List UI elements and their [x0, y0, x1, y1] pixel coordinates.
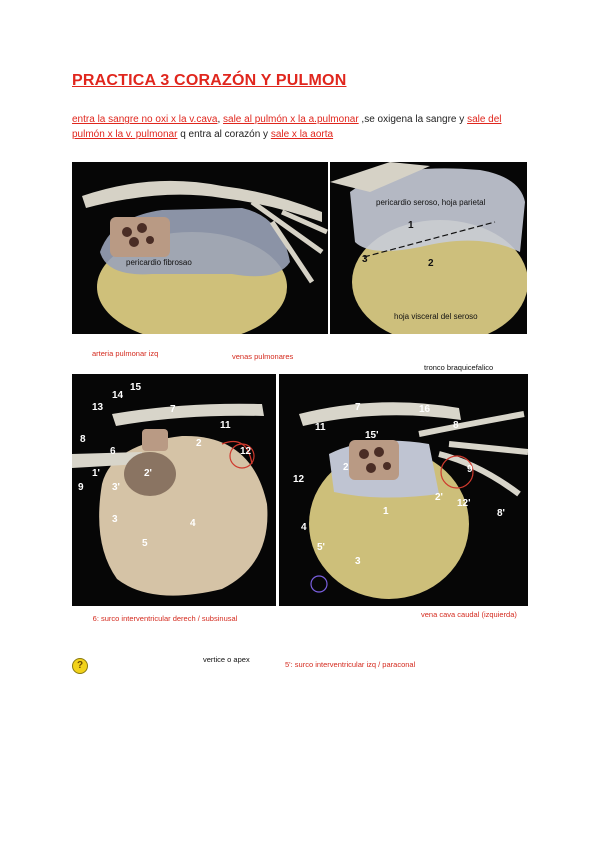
label-pericardio-seroso-parietal: pericardio seroso, hoja parietal [376, 198, 486, 207]
num-3: 3 [355, 556, 361, 567]
intro-segment-3: sale del pulmón x la v. pulmonar [72, 114, 502, 140]
num-1-prime: 1' [92, 468, 100, 479]
annotation-vena-cava-caudal: vena cava caudal (izquierda) [421, 610, 517, 619]
page-title: PRACTICA 3 CORAZÓN Y PULMON [72, 72, 347, 89]
num-13: 13 [92, 402, 104, 413]
label-hoja-visceral: hoja visceral del seroso [394, 312, 478, 321]
annotation-tronco-braquicefalico: tronco braquicefalico [424, 363, 494, 372]
num-3-prime: 3' [112, 482, 120, 493]
label-pericardio-fibroso: pericardio fibrosao [126, 258, 192, 267]
help-icon[interactable]: ? [72, 658, 88, 674]
num-12-prime: 12' [457, 498, 471, 509]
photo-heart-right-view [279, 374, 528, 606]
intro-segment-4: sale x la aorta [270, 129, 334, 140]
num-4: 4 [301, 522, 307, 533]
num-6: 6 [110, 446, 116, 457]
num-2: 2 [428, 258, 434, 269]
heart-illustration [72, 162, 328, 334]
annotation-venas-pulmonares: venas pulmonares [232, 352, 294, 361]
num-3: 3 [112, 514, 118, 525]
num-9: 9 [78, 482, 84, 493]
num-5-prime: 5' [317, 542, 325, 553]
photo-heart-left-view [72, 374, 276, 606]
intro-connector-1: , [217, 114, 224, 125]
annotation-vertice-apex: vertice o apex [203, 655, 250, 664]
num-2-prime: 2' [144, 468, 152, 479]
intro-segment-1: entra la sangre no oxi x la v.cava [72, 114, 218, 125]
annotation-surco-interventricular-izq: 5': surco interventricular izq / paraconal [285, 660, 416, 669]
num-8-prime: 8' [497, 508, 505, 519]
num-11: 11 [315, 422, 326, 433]
num-15: 15 [130, 382, 142, 393]
intro-paragraph [72, 112, 532, 142]
surco-derecho-text: 6: surco interventricular derech / subsinusal [92, 614, 238, 623]
num-14: 14 [112, 390, 124, 401]
num-9: 9 [467, 464, 473, 475]
photo-heart-pericardium-fibrous [72, 162, 328, 334]
num-7: 7 [170, 404, 176, 415]
annotation-surco-interventricular-derecho [80, 614, 250, 624]
num-1: 1 [408, 220, 414, 231]
num-2: 2 [343, 462, 349, 473]
intro-connector-2: ,se oxigena la sangre y [358, 114, 468, 125]
num-12: 12 [240, 446, 252, 457]
heart-illustration [330, 162, 527, 334]
num-7: 7 [355, 402, 361, 413]
num-12: 12 [293, 474, 305, 485]
num-1: 1 [383, 506, 389, 517]
num-16: 16 [419, 404, 431, 415]
num-2: 2 [196, 438, 202, 449]
heart-illustration [279, 374, 528, 606]
num-8: 8 [453, 420, 459, 431]
num-2-prime: 2' [435, 492, 443, 503]
num-3: 3 [362, 254, 368, 265]
photo-heart-pericardium-serous [330, 162, 527, 334]
num-15-prime: 15' [365, 430, 379, 441]
intro-segment-2: sale al pulmón x la a.pulmonar [223, 114, 359, 125]
num-11: 11 [220, 420, 231, 431]
num-5: 5 [142, 538, 148, 549]
num-8: 8 [80, 434, 86, 445]
num-4: 4 [190, 518, 196, 529]
intro-connector-3: q entra al corazón y [177, 129, 271, 140]
annotation-arteria-pulmonar-izq: arteria pulmonar izq [92, 349, 159, 358]
